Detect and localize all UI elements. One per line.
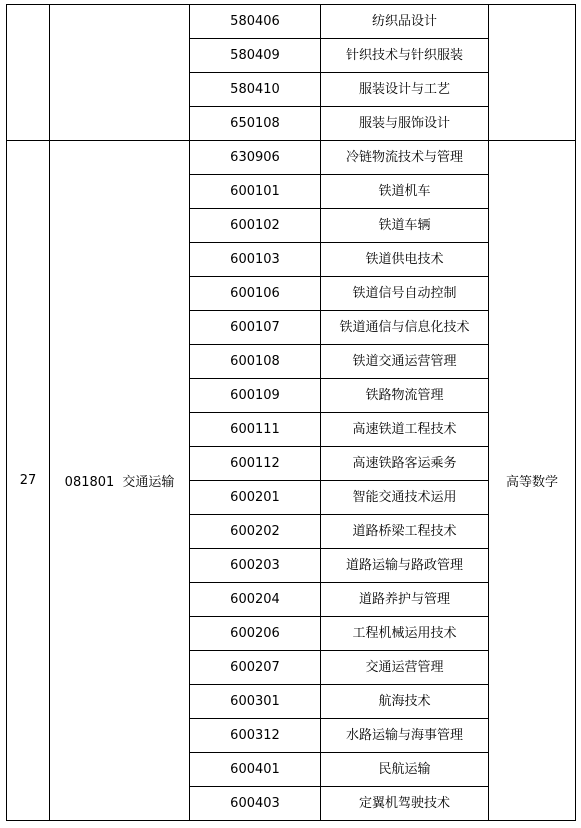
exam-subject-cell: 高等数学 <box>489 141 576 821</box>
index-cell-continued <box>7 5 50 141</box>
program-code-cell: 600204 <box>190 583 321 617</box>
program-code-cell: 600112 <box>190 447 321 481</box>
program-name-cell: 铁路物流管理 <box>321 379 489 413</box>
program-name-cell: 工程机械运用技术 <box>321 617 489 651</box>
program-name-cell: 针织技术与针织服装 <box>321 39 489 73</box>
program-name-cell: 纺织品设计 <box>321 5 489 39</box>
table-row <box>7 141 576 175</box>
subject-cell-continued <box>489 5 576 141</box>
program-name-cell: 铁道机车 <box>321 175 489 209</box>
program-code-cell: 600312 <box>190 719 321 753</box>
program-code-cell: 600109 <box>190 379 321 413</box>
table-row <box>7 5 576 39</box>
program-name-cell: 冷链物流技术与管理 <box>321 141 489 175</box>
program-name-cell: 道路养护与管理 <box>321 583 489 617</box>
major-mapping-table <box>6 4 576 821</box>
program-name-cell: 铁道交通运营管理 <box>321 345 489 379</box>
program-name-cell: 高速铁道工程技术 <box>321 413 489 447</box>
program-name-cell: 交通运营管理 <box>321 651 489 685</box>
program-code-cell: 600102 <box>190 209 321 243</box>
program-name-cell: 水路运输与海事管理 <box>321 719 489 753</box>
program-code-cell: 600301 <box>190 685 321 719</box>
table-body <box>7 5 576 821</box>
program-code-cell: 630906 <box>190 141 321 175</box>
program-code-cell: 600103 <box>190 243 321 277</box>
program-name-cell: 铁道供电技术 <box>321 243 489 277</box>
program-name-cell: 航海技术 <box>321 685 489 719</box>
program-name-cell: 服装与服饰设计 <box>321 107 489 141</box>
program-code-cell: 600207 <box>190 651 321 685</box>
major-name: 交通运输 <box>122 475 175 490</box>
program-name-cell: 民航运输 <box>321 753 489 787</box>
program-code-cell: 600107 <box>190 311 321 345</box>
program-code-cell: 600106 <box>190 277 321 311</box>
program-code-cell: 600203 <box>190 549 321 583</box>
row-index-cell: 27 <box>7 141 50 821</box>
program-name-cell: 定翼机驾驶技术 <box>321 787 489 821</box>
program-code-cell: 600206 <box>190 617 321 651</box>
program-code-cell: 580409 <box>190 39 321 73</box>
program-name-cell: 铁道车辆 <box>321 209 489 243</box>
program-name-cell: 道路运输与路政管理 <box>321 549 489 583</box>
program-name-cell: 智能交通技术运用 <box>321 481 489 515</box>
program-code-cell: 600401 <box>190 753 321 787</box>
program-code-cell: 600101 <box>190 175 321 209</box>
program-name-cell: 高速铁路客运乘务 <box>321 447 489 481</box>
program-name-cell: 道路桥梁工程技术 <box>321 515 489 549</box>
program-code-cell: 600201 <box>190 481 321 515</box>
program-code-cell: 600111 <box>190 413 321 447</box>
major-cell-continued <box>50 5 190 141</box>
program-code-cell: 600403 <box>190 787 321 821</box>
program-code-cell: 600202 <box>190 515 321 549</box>
program-code-cell: 600108 <box>190 345 321 379</box>
major-code: 081801 <box>64 475 115 490</box>
program-code-cell: 580406 <box>190 5 321 39</box>
program-name-cell: 铁道信号自动控制 <box>321 277 489 311</box>
program-name-cell: 铁道通信与信息化技术 <box>321 311 489 345</box>
program-name-cell: 服装设计与工艺 <box>321 73 489 107</box>
major-cell <box>50 141 190 821</box>
program-code-cell: 580410 <box>190 73 321 107</box>
program-code-cell: 650108 <box>190 107 321 141</box>
